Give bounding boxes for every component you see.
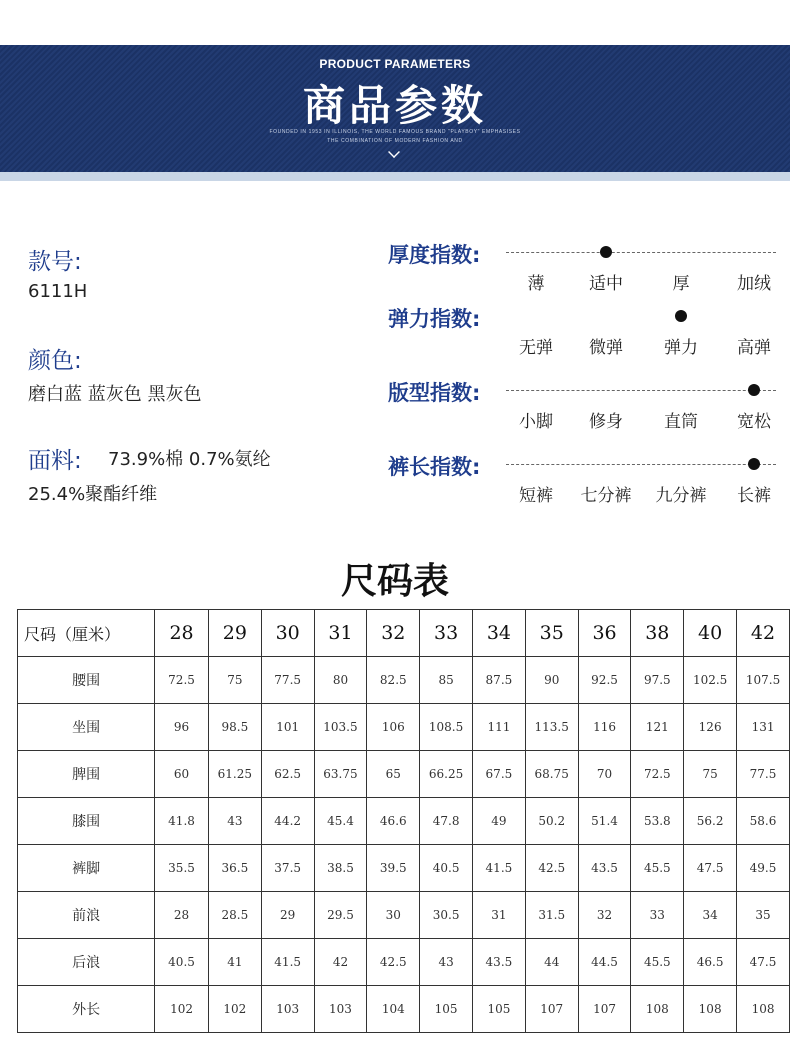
row-label: 外长 bbox=[18, 986, 155, 1033]
table-cell: 30.5 bbox=[420, 892, 473, 939]
index-selected-marker bbox=[748, 384, 760, 396]
table-row bbox=[18, 845, 790, 892]
table-cell: 31.5 bbox=[525, 892, 578, 939]
size-header-cell: 31 bbox=[314, 610, 367, 657]
table-cell: 101 bbox=[261, 704, 314, 751]
style-number-label: 款号: bbox=[28, 249, 82, 275]
table-cell: 108 bbox=[684, 986, 737, 1033]
table-cell: 58.6 bbox=[737, 798, 790, 845]
table-cell: 62.5 bbox=[261, 751, 314, 798]
index-option: 加绒 bbox=[737, 274, 771, 294]
style-number-value: 6111H bbox=[28, 281, 88, 302]
size-header-cell: 33 bbox=[420, 610, 473, 657]
size-header-cell: 29 bbox=[208, 610, 261, 657]
table-cell: 31 bbox=[473, 892, 526, 939]
index-option: 薄 bbox=[527, 274, 545, 294]
header-banner bbox=[0, 45, 790, 172]
index-option: 小脚 bbox=[519, 412, 553, 432]
size-header-cell: 40 bbox=[684, 610, 737, 657]
table-cell: 77.5 bbox=[737, 751, 790, 798]
table-cell: 103 bbox=[261, 986, 314, 1033]
table-cell: 42 bbox=[314, 939, 367, 986]
table-cell: 53.8 bbox=[631, 798, 684, 845]
table-cell: 97.5 bbox=[631, 657, 684, 704]
table-row bbox=[18, 892, 790, 939]
size-header-cell: 32 bbox=[367, 610, 420, 657]
index-option: 直筒 bbox=[664, 412, 698, 432]
table-row bbox=[18, 986, 790, 1033]
index-option: 微弹 bbox=[589, 338, 623, 358]
table-cell: 72.5 bbox=[631, 751, 684, 798]
table-cell: 102.5 bbox=[684, 657, 737, 704]
table-cell: 72.5 bbox=[155, 657, 209, 704]
table-cell: 45.5 bbox=[631, 939, 684, 986]
row-label: 后浪 bbox=[18, 939, 155, 986]
table-row bbox=[18, 657, 790, 704]
table-cell: 102 bbox=[155, 986, 209, 1033]
table-cell: 43 bbox=[420, 939, 473, 986]
table-cell: 87.5 bbox=[473, 657, 526, 704]
table-row bbox=[18, 751, 790, 798]
table-cell: 42.5 bbox=[367, 939, 420, 986]
table-cell: 45.5 bbox=[631, 845, 684, 892]
table-cell: 63.75 bbox=[314, 751, 367, 798]
row-label: 坐围 bbox=[18, 704, 155, 751]
table-cell: 90 bbox=[525, 657, 578, 704]
row-label: 前浪 bbox=[18, 892, 155, 939]
table-cell: 65 bbox=[367, 751, 420, 798]
table-cell: 41.5 bbox=[261, 939, 314, 986]
table-cell: 107.5 bbox=[737, 657, 790, 704]
table-cell: 36.5 bbox=[208, 845, 261, 892]
row-label: 脾围 bbox=[18, 751, 155, 798]
fabric-label: 面料: bbox=[28, 448, 82, 474]
table-cell: 70 bbox=[578, 751, 631, 798]
index-option: 高弹 bbox=[737, 338, 771, 358]
table-cell: 80 bbox=[314, 657, 367, 704]
table-cell: 45.4 bbox=[314, 798, 367, 845]
table-cell: 37.5 bbox=[261, 845, 314, 892]
chevron-down-icon bbox=[388, 146, 400, 158]
table-cell: 40.5 bbox=[420, 845, 473, 892]
table-cell: 108 bbox=[737, 986, 790, 1033]
table-cell: 107 bbox=[525, 986, 578, 1033]
table-cell: 98.5 bbox=[208, 704, 261, 751]
table-cell: 56.2 bbox=[684, 798, 737, 845]
table-cell: 61.25 bbox=[208, 751, 261, 798]
table-cell: 92.5 bbox=[578, 657, 631, 704]
index-option: 短裤 bbox=[519, 486, 553, 506]
table-cell: 75 bbox=[208, 657, 261, 704]
table-cell: 126 bbox=[684, 704, 737, 751]
table-cell: 41 bbox=[208, 939, 261, 986]
size-header-cell: 38 bbox=[631, 610, 684, 657]
table-cell: 50.2 bbox=[525, 798, 578, 845]
table-cell: 68.75 bbox=[525, 751, 578, 798]
fabric-value-line-1: 73.9%棉 0.7%氨纶 bbox=[108, 449, 271, 470]
table-cell: 33 bbox=[631, 892, 684, 939]
table-row bbox=[18, 704, 790, 751]
table-cell: 47.5 bbox=[737, 939, 790, 986]
banner-en-title: PRODUCT PARAMETERS bbox=[319, 57, 471, 71]
index-option: 弹力 bbox=[664, 338, 698, 358]
table-cell: 34 bbox=[684, 892, 737, 939]
table-cell: 39.5 bbox=[367, 845, 420, 892]
table-cell: 46.5 bbox=[684, 939, 737, 986]
row-label: 裤脚 bbox=[18, 845, 155, 892]
index-option: 宽松 bbox=[737, 412, 771, 432]
table-cell: 44 bbox=[525, 939, 578, 986]
size-header-row bbox=[18, 610, 790, 657]
banner-divider-strip bbox=[0, 172, 790, 181]
index-scale-line bbox=[506, 390, 776, 391]
banner-tagline-1: FOUNDED IN 1953 IN ILLINOIS, THE WORLD FAMOUS BRAND "PLAYBOY" EMPHASISES bbox=[269, 129, 521, 135]
size-header-cell: 28 bbox=[155, 610, 209, 657]
table-cell: 49 bbox=[473, 798, 526, 845]
color-label: 颜色: bbox=[28, 348, 82, 374]
size-corner-header: 尺码（厘米） bbox=[18, 610, 155, 657]
table-cell: 104 bbox=[367, 986, 420, 1033]
size-table bbox=[17, 609, 790, 1033]
index-selected-marker bbox=[675, 310, 687, 322]
table-cell: 96 bbox=[155, 704, 209, 751]
table-cell: 35 bbox=[737, 892, 790, 939]
index-option: 修身 bbox=[589, 412, 623, 432]
banner-cn-title: 商品参数 bbox=[302, 81, 487, 130]
table-cell: 102 bbox=[208, 986, 261, 1033]
table-cell: 111 bbox=[473, 704, 526, 751]
table-cell: 28 bbox=[155, 892, 209, 939]
size-header-cell: 36 bbox=[578, 610, 631, 657]
table-cell: 42.5 bbox=[525, 845, 578, 892]
index-scale-line bbox=[506, 252, 776, 253]
table-cell: 82.5 bbox=[367, 657, 420, 704]
table-cell: 28.5 bbox=[208, 892, 261, 939]
size-table-title: 尺码表 bbox=[340, 561, 449, 602]
table-cell: 43.5 bbox=[578, 845, 631, 892]
table-cell: 106 bbox=[367, 704, 420, 751]
size-header-cell: 42 bbox=[737, 610, 790, 657]
index-label: 弹力指数: bbox=[388, 307, 481, 331]
table-cell: 108.5 bbox=[420, 704, 473, 751]
fabric-value-line-2: 25.4%聚酯纤维 bbox=[28, 484, 158, 505]
size-header-cell: 35 bbox=[525, 610, 578, 657]
table-cell: 116 bbox=[578, 704, 631, 751]
table-cell: 29 bbox=[261, 892, 314, 939]
table-cell: 41.8 bbox=[155, 798, 209, 845]
index-option: 适中 bbox=[589, 274, 623, 294]
table-cell: 75 bbox=[684, 751, 737, 798]
index-option: 厚 bbox=[672, 274, 690, 294]
color-value: 磨白蓝 蓝灰色 黑灰色 bbox=[28, 384, 202, 405]
table-cell: 108 bbox=[631, 986, 684, 1033]
table-cell: 67.5 bbox=[473, 751, 526, 798]
index-label: 厚度指数: bbox=[388, 243, 481, 267]
table-cell: 47.8 bbox=[420, 798, 473, 845]
table-cell: 46.6 bbox=[367, 798, 420, 845]
table-cell: 30 bbox=[367, 892, 420, 939]
table-cell: 113.5 bbox=[525, 704, 578, 751]
table-cell: 49.5 bbox=[737, 845, 790, 892]
size-header-cell: 30 bbox=[261, 610, 314, 657]
banner-tagline-2: THE COMBINATION OF MODERN FASHION AND bbox=[327, 138, 463, 144]
index-option: 长裤 bbox=[737, 486, 771, 506]
index-label: 裤长指数: bbox=[388, 455, 481, 479]
table-cell: 77.5 bbox=[261, 657, 314, 704]
index-label: 版型指数: bbox=[388, 381, 481, 405]
table-cell: 66.25 bbox=[420, 751, 473, 798]
table-row bbox=[18, 798, 790, 845]
table-cell: 47.5 bbox=[684, 845, 737, 892]
table-cell: 103 bbox=[314, 986, 367, 1033]
row-label: 膝围 bbox=[18, 798, 155, 845]
table-cell: 44.5 bbox=[578, 939, 631, 986]
index-selected-marker bbox=[748, 458, 760, 470]
table-cell: 32 bbox=[578, 892, 631, 939]
table-cell: 60 bbox=[155, 751, 209, 798]
table-cell: 35.5 bbox=[155, 845, 209, 892]
table-cell: 131 bbox=[737, 704, 790, 751]
index-selected-marker bbox=[600, 246, 612, 258]
table-cell: 40.5 bbox=[155, 939, 209, 986]
table-cell: 121 bbox=[631, 704, 684, 751]
table-cell: 38.5 bbox=[314, 845, 367, 892]
table-cell: 44.2 bbox=[261, 798, 314, 845]
table-cell: 51.4 bbox=[578, 798, 631, 845]
table-cell: 43 bbox=[208, 798, 261, 845]
table-cell: 103.5 bbox=[314, 704, 367, 751]
index-option: 九分裤 bbox=[655, 486, 707, 506]
table-cell: 41.5 bbox=[473, 845, 526, 892]
index-option: 七分裤 bbox=[580, 486, 632, 506]
table-cell: 85 bbox=[420, 657, 473, 704]
table-row bbox=[18, 939, 790, 986]
size-header-cell: 34 bbox=[473, 610, 526, 657]
index-option: 无弹 bbox=[519, 338, 553, 358]
index-scale-line bbox=[506, 464, 776, 465]
row-label: 腰围 bbox=[18, 657, 155, 704]
table-cell: 43.5 bbox=[473, 939, 526, 986]
table-cell: 107 bbox=[578, 986, 631, 1033]
table-cell: 105 bbox=[420, 986, 473, 1033]
table-cell: 105 bbox=[473, 986, 526, 1033]
table-cell: 29.5 bbox=[314, 892, 367, 939]
